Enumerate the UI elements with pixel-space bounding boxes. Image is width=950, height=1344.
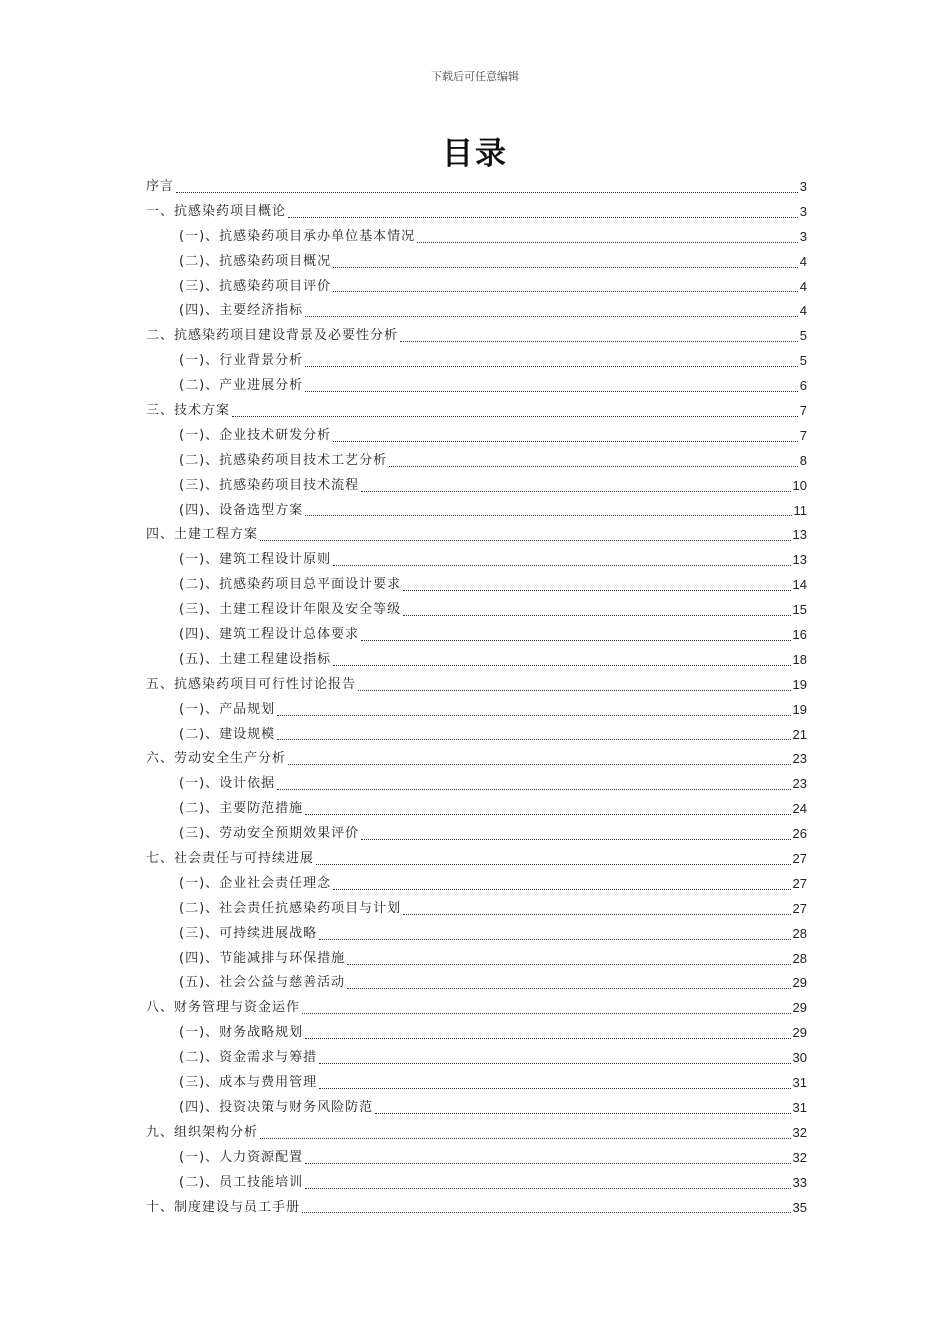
toc-entry-label: 十、制度建设与员工手册 bbox=[146, 1199, 301, 1215]
toc-entry-page-number: 18 bbox=[792, 651, 807, 667]
toc-dot-leader bbox=[305, 514, 791, 516]
toc-entry-label: (二)、产业进展分析 bbox=[179, 378, 304, 394]
toc-dot-leader bbox=[305, 1037, 790, 1039]
toc-dot-leader bbox=[319, 1062, 790, 1064]
toc-entry-page-number: 3 bbox=[799, 178, 807, 194]
toc-entry-page-number: 29 bbox=[792, 1000, 807, 1016]
toc-dot-leader bbox=[305, 365, 798, 367]
toc-dot-leader bbox=[305, 390, 798, 392]
toc-entry-page-number: 13 bbox=[792, 527, 807, 543]
toc-entry-page-number: 30 bbox=[792, 1050, 807, 1066]
toc-entry[interactable] bbox=[146, 573, 807, 598]
toc-entry-label: 七、社会责任与可持续进展 bbox=[146, 851, 315, 867]
toc-dot-leader bbox=[389, 465, 798, 467]
toc-entry-page-number: 28 bbox=[792, 950, 807, 966]
toc-entry[interactable] bbox=[146, 1021, 807, 1046]
toc-entry-label: 二、抗感染药项目建设背景及必要性分析 bbox=[146, 328, 399, 344]
toc-dot-leader bbox=[277, 714, 790, 716]
toc-entry[interactable] bbox=[146, 772, 807, 797]
toc-entry-label: (四)、设备选型方案 bbox=[179, 502, 304, 518]
toc-entry[interactable] bbox=[146, 723, 807, 748]
toc-entry-label: (二)、社会责任抗感染药项目与计划 bbox=[179, 900, 402, 916]
toc-entry-page-number: 15 bbox=[792, 602, 807, 618]
toc-dot-leader bbox=[277, 788, 790, 790]
toc-dot-leader bbox=[358, 689, 791, 691]
toc-entry[interactable] bbox=[146, 897, 807, 922]
toc-entry-page-number: 4 bbox=[799, 303, 807, 319]
toc-entry-label: (五)、社会公益与慈善活动 bbox=[179, 975, 346, 991]
toc-entry-label: (四)、主要经济指标 bbox=[179, 303, 304, 319]
toc-entry[interactable] bbox=[146, 623, 807, 648]
toc-entry-page-number: 13 bbox=[792, 552, 807, 568]
toc-entry-label: (三)、抗感染药项目技术流程 bbox=[179, 477, 360, 493]
toc-entry[interactable] bbox=[146, 872, 807, 897]
toc-entry-label: 一、抗感染药项目概论 bbox=[146, 203, 287, 219]
toc-dot-leader bbox=[260, 1137, 791, 1139]
toc-dot-leader bbox=[403, 589, 790, 591]
toc-entry-label: 六、劳动安全生产分析 bbox=[146, 751, 287, 767]
toc-dot-leader bbox=[232, 415, 798, 417]
toc-dot-leader bbox=[305, 813, 790, 815]
toc-entry-page-number: 6 bbox=[799, 378, 807, 394]
toc-dot-leader bbox=[333, 664, 790, 666]
toc-dot-leader bbox=[403, 614, 790, 616]
toc-entry-label: (一)、财务战略规划 bbox=[179, 1025, 304, 1041]
toc-entry-label: (一)、行业背景分析 bbox=[179, 353, 304, 369]
toc-entry[interactable] bbox=[146, 822, 807, 847]
toc-entry-page-number: 32 bbox=[792, 1124, 807, 1140]
toc-entry[interactable] bbox=[146, 648, 807, 673]
toc-entry-page-number: 31 bbox=[792, 1075, 807, 1091]
toc-dot-leader bbox=[333, 440, 798, 442]
toc-entry[interactable] bbox=[146, 324, 807, 349]
toc-dot-leader bbox=[347, 987, 790, 989]
toc-entry[interactable] bbox=[146, 747, 807, 772]
toc-dot-leader bbox=[288, 763, 791, 765]
toc-entry[interactable] bbox=[146, 175, 807, 200]
toc-dot-leader bbox=[347, 963, 790, 965]
toc-entry-page-number: 23 bbox=[792, 751, 807, 767]
toc-entry-label: (四)、节能减排与环保措施 bbox=[179, 950, 346, 966]
toc-entry-page-number: 27 bbox=[792, 875, 807, 891]
toc-dot-leader bbox=[375, 1112, 790, 1114]
toc-entry-label: 八、财务管理与资金运作 bbox=[146, 1000, 301, 1016]
toc-entry-label: (一)、企业社会责任理念 bbox=[179, 875, 332, 891]
toc-entry-page-number: 4 bbox=[799, 278, 807, 294]
toc-entry-label: (三)、抗感染药项目评价 bbox=[179, 278, 332, 294]
toc-entry-page-number: 5 bbox=[799, 353, 807, 369]
toc-entry[interactable] bbox=[146, 250, 807, 275]
toc-dot-leader bbox=[400, 340, 798, 342]
toc-entry[interactable] bbox=[146, 996, 807, 1021]
toc-entry[interactable] bbox=[146, 972, 807, 997]
toc-entry[interactable] bbox=[146, 474, 807, 499]
toc-dot-leader bbox=[277, 738, 790, 740]
toc-entry-label: 九、组织架构分析 bbox=[146, 1124, 259, 1140]
toc-dot-leader bbox=[302, 1211, 791, 1213]
toc-entry-label: (三)、土建工程设计年限及安全等级 bbox=[179, 602, 402, 618]
toc-entry-page-number: 7 bbox=[799, 403, 807, 418]
toc-entry[interactable] bbox=[146, 1196, 807, 1221]
toc-dot-leader bbox=[305, 1187, 790, 1189]
toc-entry-page-number: 10 bbox=[792, 477, 807, 493]
toc-entry-label: (一)、企业技术研发分析 bbox=[179, 427, 332, 443]
toc-entry[interactable] bbox=[146, 523, 807, 548]
toc-dot-leader bbox=[288, 216, 798, 218]
toc-entry[interactable] bbox=[146, 499, 807, 524]
toc-entry-page-number: 11 bbox=[793, 502, 807, 518]
toc-entry[interactable] bbox=[146, 374, 807, 399]
toc-entry[interactable] bbox=[146, 548, 807, 573]
page-title: 目录 bbox=[442, 136, 508, 172]
toc-dot-leader bbox=[361, 838, 790, 840]
toc-entry-page-number: 21 bbox=[792, 726, 807, 742]
toc-dot-leader bbox=[333, 290, 798, 292]
toc-entry-page-number: 16 bbox=[792, 627, 807, 643]
toc-entry[interactable] bbox=[146, 349, 807, 374]
toc-entry-label: 三、技术方案 bbox=[146, 403, 231, 418]
toc-entry[interactable] bbox=[146, 399, 807, 424]
toc-dot-leader bbox=[417, 241, 798, 243]
toc-dot-leader bbox=[305, 1162, 790, 1164]
toc-entry-page-number: 24 bbox=[792, 801, 807, 817]
toc-dot-leader bbox=[333, 266, 798, 268]
toc-entry-label: (二)、抗感染药项目总平面设计要求 bbox=[179, 577, 402, 593]
toc-entry[interactable] bbox=[146, 200, 807, 225]
toc-entry-page-number: 3 bbox=[799, 228, 807, 244]
toc-entry-label: (二)、主要防范措施 bbox=[179, 801, 304, 817]
toc-entry-page-number: 3 bbox=[799, 203, 807, 219]
toc-entry-page-number: 19 bbox=[792, 701, 807, 717]
toc-entry[interactable] bbox=[146, 797, 807, 822]
toc-entry[interactable] bbox=[146, 1146, 807, 1171]
toc-entry-label: (五)、土建工程建设指标 bbox=[179, 651, 332, 667]
toc-dot-leader bbox=[319, 1087, 790, 1089]
toc-entry-page-number: 35 bbox=[792, 1199, 807, 1215]
toc-entry-label: (三)、成本与费用管理 bbox=[179, 1075, 318, 1091]
toc-entry[interactable] bbox=[146, 1121, 807, 1146]
toc-entry-page-number: 26 bbox=[792, 826, 807, 842]
toc-entry[interactable] bbox=[146, 1171, 807, 1196]
toc-entry-label: (二)、抗感染药项目技术工艺分析 bbox=[179, 452, 388, 468]
toc-entry-label: (四)、建筑工程设计总体要求 bbox=[179, 627, 360, 643]
toc-dot-leader bbox=[176, 191, 798, 193]
toc-dot-leader bbox=[361, 490, 790, 492]
toc-entry[interactable] bbox=[146, 698, 807, 723]
toc-entry[interactable] bbox=[146, 922, 807, 947]
toc-entry[interactable] bbox=[146, 1071, 807, 1096]
toc-entry-label: (一)、抗感染药项目承办单位基本情况 bbox=[179, 228, 416, 244]
toc-entry-label: (三)、可持续进展战略 bbox=[179, 925, 318, 941]
toc-entry[interactable] bbox=[146, 225, 807, 250]
toc-entry-label: (二)、抗感染药项目概况 bbox=[179, 253, 332, 269]
toc-entry-label: (一)、产品规划 bbox=[179, 701, 276, 717]
toc-entry-label: (四)、投资决策与财务风险防范 bbox=[179, 1099, 374, 1115]
toc-entry[interactable] bbox=[146, 673, 807, 698]
toc-entry[interactable] bbox=[146, 1096, 807, 1121]
toc-dot-leader bbox=[333, 888, 790, 890]
toc-entry-label: (二)、员工技能培训 bbox=[179, 1174, 304, 1190]
header-note: 下载后可任意编辑 bbox=[431, 70, 519, 83]
toc-entry-page-number: 27 bbox=[792, 851, 807, 867]
toc-entry[interactable] bbox=[146, 947, 807, 972]
toc-entry[interactable] bbox=[146, 847, 807, 872]
toc-entry-label: (一)、人力资源配置 bbox=[179, 1149, 304, 1165]
toc-entry[interactable] bbox=[146, 275, 807, 300]
toc-entry[interactable] bbox=[146, 449, 807, 474]
toc-entry-page-number: 19 bbox=[792, 676, 807, 692]
toc-entry-page-number: 7 bbox=[799, 427, 807, 443]
toc-entry-page-number: 4 bbox=[799, 253, 807, 269]
toc-entry[interactable] bbox=[146, 424, 807, 449]
toc-entry-label: 序言 bbox=[146, 178, 175, 194]
toc-entry-page-number: 5 bbox=[799, 328, 807, 344]
toc-entry-page-number: 33 bbox=[792, 1174, 807, 1190]
toc-entry-label: (一)、建筑工程设计原则 bbox=[179, 552, 332, 568]
toc-entry-label: (三)、劳动安全预期效果评价 bbox=[179, 826, 360, 842]
table-of-contents bbox=[146, 175, 807, 1220]
toc-dot-leader bbox=[333, 564, 790, 566]
toc-entry-page-number: 29 bbox=[792, 1025, 807, 1041]
toc-entry-label: (二)、建设规模 bbox=[179, 726, 276, 742]
toc-entry[interactable] bbox=[146, 1046, 807, 1071]
toc-dot-leader bbox=[305, 315, 798, 317]
toc-entry-label: 五、抗感染药项目可行性讨论报告 bbox=[146, 676, 357, 692]
toc-dot-leader bbox=[316, 863, 791, 865]
toc-entry-page-number: 32 bbox=[792, 1149, 807, 1165]
toc-dot-leader bbox=[403, 913, 790, 915]
toc-dot-leader bbox=[302, 1012, 791, 1014]
toc-entry-page-number: 14 bbox=[792, 577, 807, 593]
toc-entry-page-number: 8 bbox=[799, 452, 807, 468]
toc-entry-page-number: 29 bbox=[792, 975, 807, 991]
toc-entry-page-number: 27 bbox=[792, 900, 807, 916]
toc-entry-page-number: 28 bbox=[792, 925, 807, 941]
toc-dot-leader bbox=[319, 938, 790, 940]
toc-entry-label: 四、土建工程方案 bbox=[146, 527, 259, 543]
toc-entry[interactable] bbox=[146, 299, 807, 324]
toc-entry-page-number: 31 bbox=[792, 1099, 807, 1115]
toc-dot-leader bbox=[260, 539, 791, 541]
toc-entry[interactable] bbox=[146, 598, 807, 623]
toc-entry-page-number: 23 bbox=[792, 776, 807, 792]
toc-entry-label: (二)、资金需求与筹措 bbox=[179, 1050, 318, 1066]
toc-dot-leader bbox=[361, 639, 790, 641]
toc-entry-label: (一)、设计依据 bbox=[179, 776, 276, 792]
